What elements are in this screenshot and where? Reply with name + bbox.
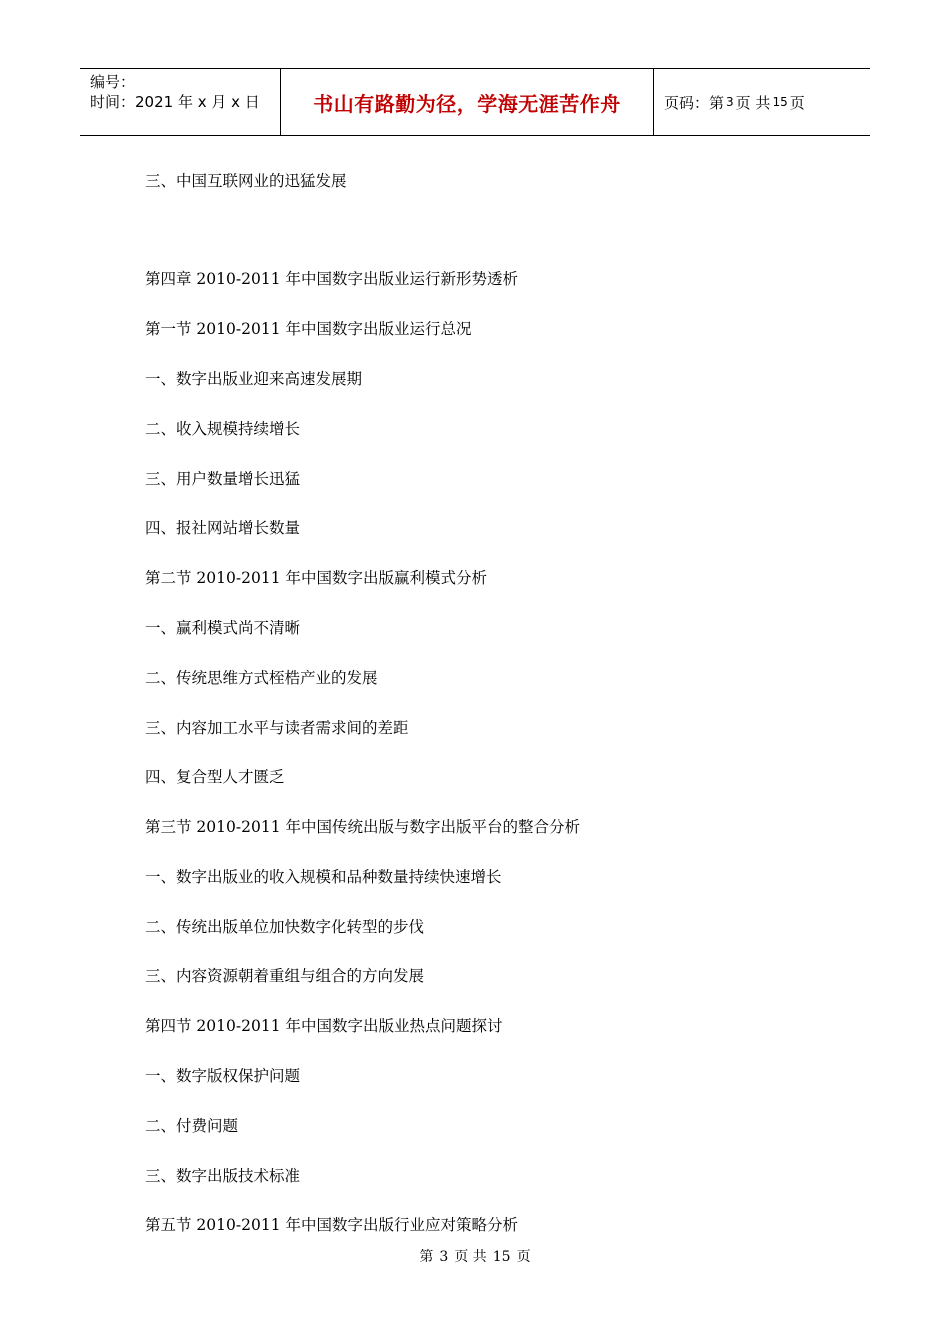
footer-suffix: 页 — [516, 1249, 531, 1265]
toc-chapter: 第四章 2010-2011 年中国数字出版业运行新形势透析 — [145, 270, 518, 288]
page-header — [80, 68, 870, 136]
motto-text: 书山有路勤为径，学海无涯苦作舟 — [313, 91, 621, 116]
toc-item: 一、数字出版业迎来高速发展期 — [145, 370, 363, 388]
page-prefix: 页码：第 — [664, 93, 725, 112]
toc-item: 二、传统出版单位加快数字化转型的步伐 — [145, 918, 425, 936]
toc-section: 第二节 2010-2011 年中国数字出版赢利模式分析 — [145, 569, 487, 587]
page-suffix: 页 — [789, 93, 805, 112]
document-date-label: 时间：2021 年 x 月 x 日 — [90, 93, 260, 111]
toc-item: 一、数字出版业的收入规模和品种数量持续快速增长 — [145, 868, 502, 886]
toc-section: 第四节 2010-2011 年中国数字出版业热点问题探讨 — [145, 1017, 503, 1035]
toc-section: 第一节 2010-2011 年中国数字出版业运行总况 — [145, 320, 472, 338]
page-total: 15 — [772, 95, 788, 109]
toc-section: 第五节 2010-2011 年中国数字出版行业应对策略分析 — [145, 1216, 518, 1234]
toc-item: 三、中国互联网业的迅猛发展 — [145, 172, 347, 190]
footer-total: 15 — [492, 1249, 511, 1265]
header-meta-cell — [80, 69, 281, 135]
toc-item: 三、用户数量增长迅猛 — [145, 470, 301, 488]
toc-section: 第三节 2010-2011 年中国传统出版与数字出版平台的整合分析 — [145, 818, 580, 836]
page-footer — [0, 1246, 950, 1266]
toc-item: 一、数字版权保护问题 — [145, 1067, 301, 1085]
toc-item: 三、数字出版技术标准 — [145, 1167, 301, 1185]
toc-item: 四、报社网站增长数量 — [145, 519, 301, 537]
toc-item: 一、赢利模式尚不清晰 — [145, 619, 301, 637]
header-motto-cell — [281, 69, 654, 135]
footer-prefix: 第 — [419, 1249, 434, 1265]
toc-item: 四、复合型人才匮乏 — [145, 768, 285, 786]
page-current: 3 — [726, 95, 734, 109]
document-number-label: 编号： — [90, 73, 136, 91]
toc-item: 二、收入规模持续增长 — [145, 420, 301, 438]
toc-item: 二、付费问题 — [145, 1117, 239, 1135]
footer-mid: 页 共 — [454, 1249, 487, 1265]
header-page-cell — [654, 69, 870, 135]
toc-item: 三、内容资源朝着重组与组合的方向发展 — [145, 967, 425, 985]
toc-item: 二、传统思维方式桎梏产业的发展 — [145, 669, 378, 687]
page-mid: 页 共 — [735, 93, 771, 112]
toc-item: 三、内容加工水平与读者需求间的差距 — [145, 719, 409, 737]
footer-current: 3 — [439, 1249, 449, 1265]
